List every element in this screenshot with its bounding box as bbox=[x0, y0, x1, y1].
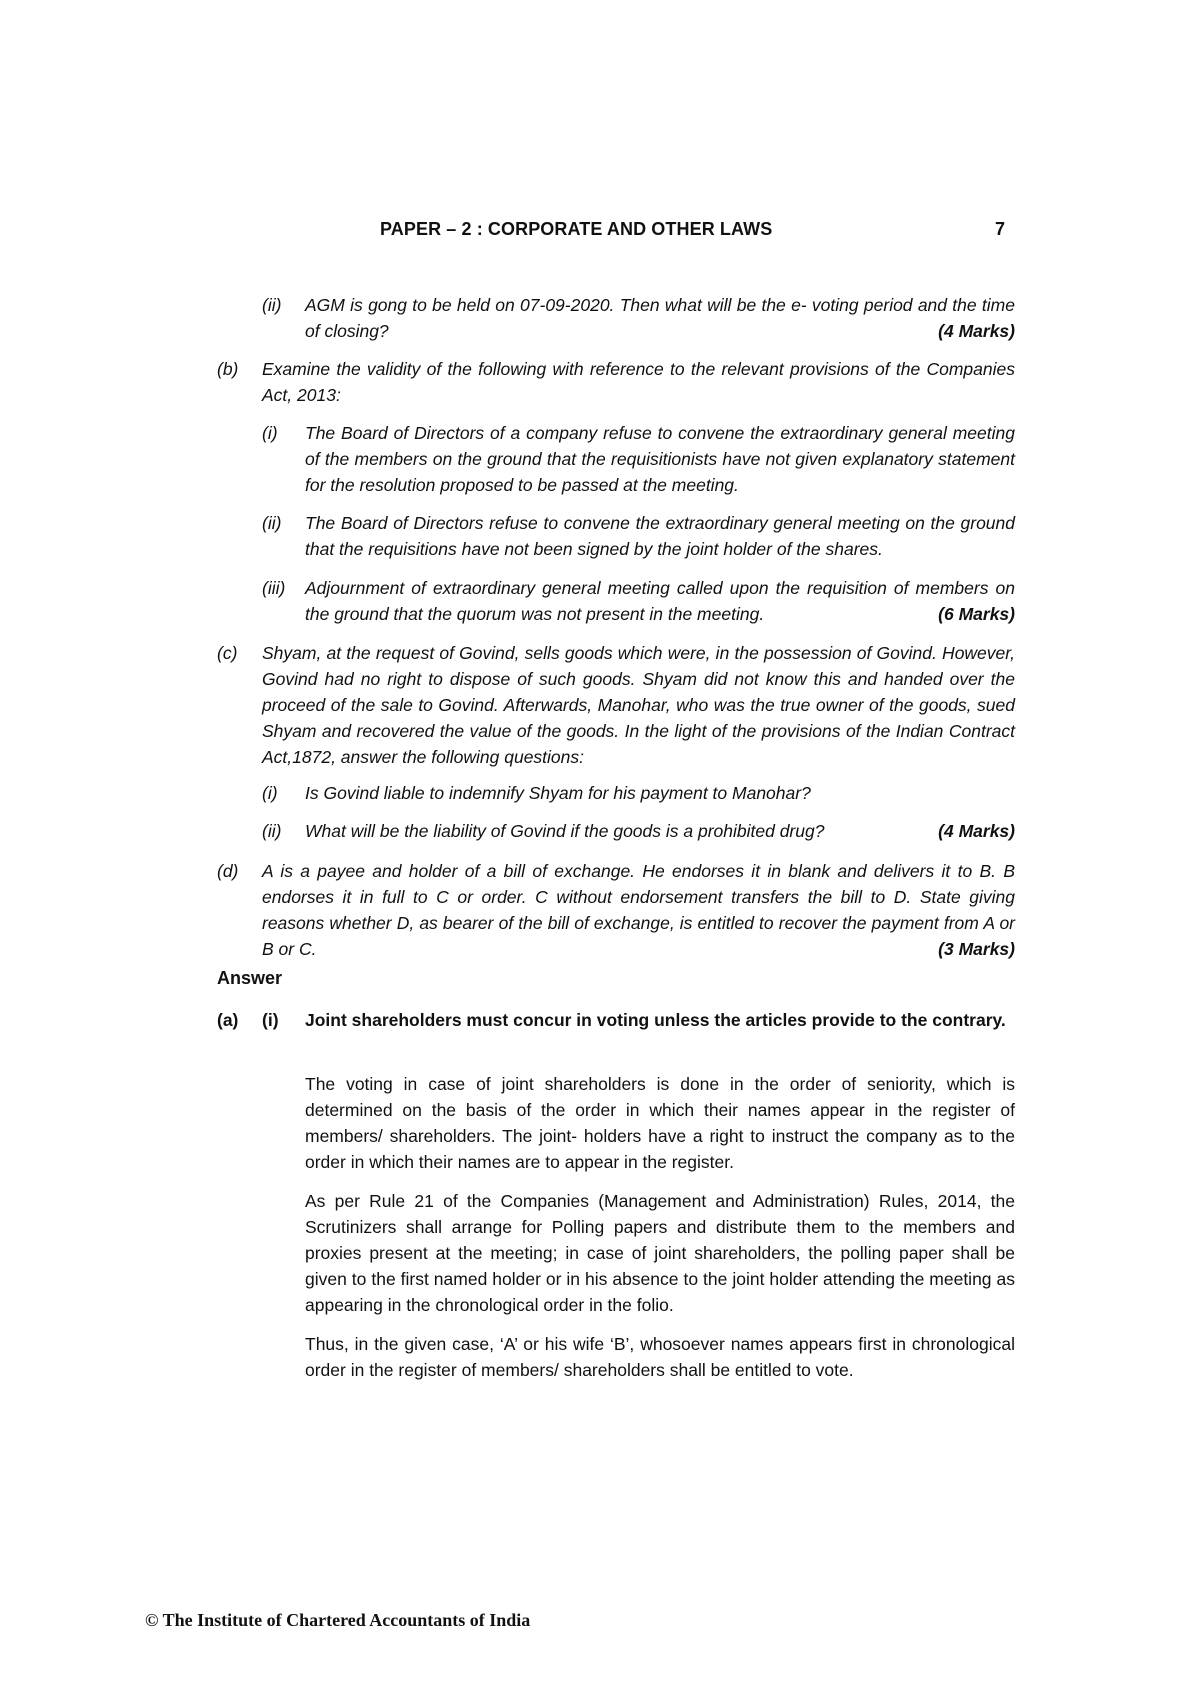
question-d-marks: (3 Marks) bbox=[938, 939, 1015, 959]
answer-a-i-heading: Joint shareholders must concur in voting unless the articles provide to the contrary. bbox=[305, 1010, 1006, 1030]
question-b-ii-label: (ii) bbox=[262, 513, 282, 533]
question-b-label: (b) bbox=[217, 359, 239, 379]
question-b-iii-label: (iii) bbox=[262, 578, 286, 598]
question-c-ii-text bbox=[305, 818, 1015, 844]
question-c-marks: (4 Marks) bbox=[938, 821, 1015, 841]
question-a-ii-marks: (4 Marks) bbox=[938, 321, 1015, 341]
question-d-text bbox=[262, 858, 1015, 962]
page-number: 7 bbox=[995, 219, 1006, 239]
page-header-title: PAPER – 2 : CORPORATE AND OTHER LAWS bbox=[380, 219, 773, 239]
question-c-ii-label: (ii) bbox=[262, 821, 282, 841]
answer-a-i-label: (i) bbox=[262, 1010, 279, 1030]
question-c-i-label: (i) bbox=[262, 783, 278, 803]
question-b-iii-text bbox=[305, 575, 1015, 627]
question-c-i-text: Is Govind liable to indemnify Shyam for his payment to Manohar? bbox=[305, 783, 811, 803]
answer-paragraph-1: The voting in case of joint shareholders is done in the order of seniority, which is determined on the basis of the order in which their names appear in the register of members/ shareholders. The joint- holders have a right to instruct the company as to the order in which their names are to appear in the register. bbox=[305, 1074, 1015, 1172]
question-d-label: (d) bbox=[217, 861, 239, 881]
question-b-text: Examine the validity of the following with reference to the relevant provisions of the Companies Act, 2013: bbox=[262, 359, 1015, 405]
question-c-text: Shyam, at the request of Govind, sells goods which were, in the possession of Govind. However, Govind had no right to dispose of such goods. Shyam did not know this and handed over the proceed of the sale to Govind. Afterwards, Manohar, who was the true owner of the goods, sued Shyam and recovered the value of the goods. In the light of the provisions of the Indian Contract Act,1872, answer the following questions: bbox=[262, 643, 1015, 767]
question-b-i-label: (i) bbox=[262, 423, 278, 443]
question-d-body: A is a payee and holder of a bill of exchange. He endorses it in blank and delivers it to B. B endorses it in full to C or order. C without endorsement transfers the bill to D. State giving reasons whether D, as bearer of the bill of exchange, is entitled to recover the payment from A or B or C. bbox=[262, 861, 1015, 959]
question-b-marks: (6 Marks) bbox=[938, 604, 1015, 624]
question-b-ii-text: The Board of Directors refuse to convene the extraordinary general meeting on the ground that the requisitions have not been signed by the joint holder of the shares. bbox=[305, 513, 1015, 559]
answer-paragraph-3: Thus, in the given case, ‘A’ or his wife ‘B’, whosoever names appears first in chronological order in the register of members/ shareholders shall be entitled to vote. bbox=[305, 1334, 1015, 1380]
question-b-i-text: The Board of Directors of a company refuse to convene the extraordinary general meeting of the members on the ground that the requisitionists have not given explanatory statement for the resolution proposed to be passed at the meeting. bbox=[305, 423, 1015, 495]
answer-a-label: (a) bbox=[217, 1010, 239, 1030]
question-a-ii-text bbox=[305, 292, 1015, 344]
answer-heading: Answer bbox=[217, 968, 283, 988]
page-footer: © The Institute of Chartered Accountants of India bbox=[145, 1610, 531, 1630]
question-c-ii-body: What will be the liability of Govind if the goods is a prohibited drug? bbox=[305, 821, 825, 841]
question-a-ii-body: AGM is gong to be held on 07-09-2020. Then what will be the e- voting period and the time of closing? bbox=[305, 295, 1015, 341]
question-a-ii-label: (ii) bbox=[262, 295, 282, 315]
answer-paragraph-2: As per Rule 21 of the Companies (Management and Administration) Rules, 2014, the Scrutinizers shall arrange for Polling papers and distribute them to the members and proxies present at the meeting; in case of joint shareholders, the polling paper shall be given to the first named holder or in his absence to the joint holder attending the meeting as appearing in the chronological order in the folio. bbox=[305, 1191, 1015, 1315]
question-b-iii-body: Adjournment of extraordinary general meeting called upon the requisition of members on the ground that the quorum was not present in the meeting. bbox=[305, 578, 1015, 624]
question-c-label: (c) bbox=[217, 643, 238, 663]
